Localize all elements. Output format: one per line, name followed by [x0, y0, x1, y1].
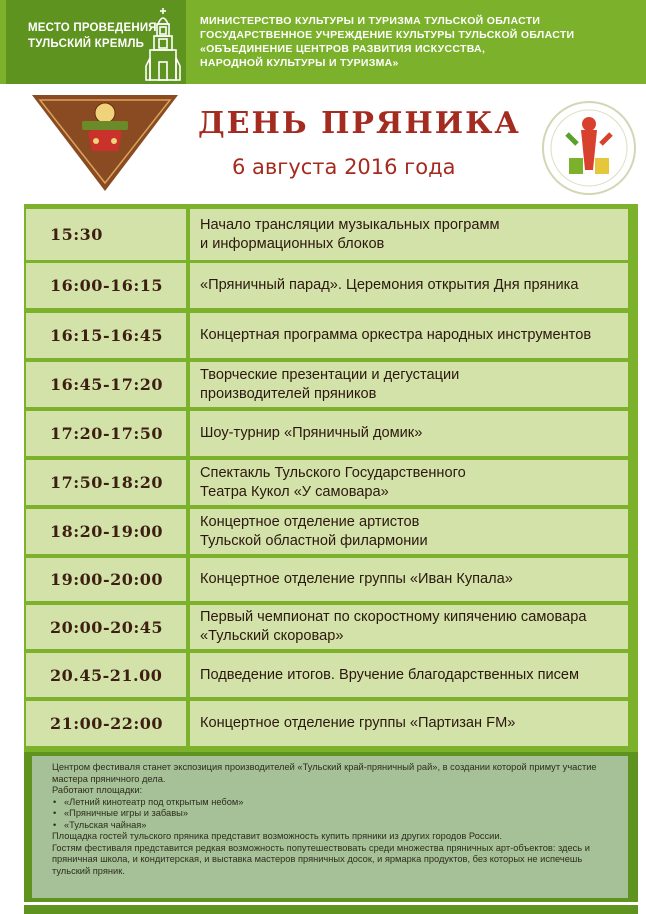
venue-line: ТУЛЬСКИЙ КРЕМЛЬ — [28, 38, 145, 50]
event-cell — [190, 460, 628, 505]
event-label: Концертное отделение артистов Тульской областной филармонии — [200, 513, 428, 549]
event-label: Творческие презентации и дегустации производителей пряников — [200, 366, 460, 402]
time-label: 20:00-20:45 — [50, 617, 164, 637]
info-paragraph: Центром фестиваля станет экспозиция производителей «Тульский край-пряничный рай», в создании которой примут участие мастера пряничного дела. — [52, 762, 597, 784]
event-label: Подведение итогов. Вручение благодарственных писем — [200, 666, 580, 683]
event-label: Концертное отделение группы «Партизан FM» — [200, 715, 516, 731]
schedule-row — [26, 653, 628, 697]
org-line: МИНИСТЕРСТВО КУЛЬТУРЫ И ТУРИЗМА ТУЛЬСКОЙ ОБЛАСТИ — [200, 15, 541, 27]
time-label: 20.45-21.00 — [50, 665, 163, 685]
schedule-row — [26, 558, 628, 601]
event-cell — [190, 653, 628, 697]
event-cell — [190, 558, 628, 601]
event-label: Концертное отделение группы «Иван Купала» — [200, 571, 513, 587]
schedule-row — [26, 263, 628, 308]
kremlin-tower-icon — [138, 6, 188, 82]
event-cell — [190, 509, 628, 554]
event-cell — [190, 263, 628, 308]
footer-band — [24, 905, 638, 914]
info-paragraph: Площадка гостей тульского пряника представит возможность купить пряники из других городов России. — [52, 831, 503, 841]
time-cell — [26, 653, 186, 697]
event-cell — [190, 209, 628, 260]
time-label: 17:50-18:20 — [50, 473, 164, 492]
event-cell — [190, 411, 628, 456]
org-line: «ОБЪЕДИНЕНИЕ ЦЕНТРОВ РАЗВИТИЯ ИСКУССТВА, — [200, 43, 486, 55]
time-label: 16:15-16:45 — [50, 326, 164, 345]
page-title: ДЕНЬ ПРЯНИКА — [198, 106, 521, 141]
event-label: Шоу-турнир «Пряничный домик» — [200, 425, 423, 441]
time-label: 15:30 — [50, 225, 103, 244]
tula-region-logo — [541, 100, 637, 196]
time-cell — [26, 558, 186, 601]
time-label: 16:00-16:15 — [50, 276, 164, 295]
time-label: 18:20-19:00 — [50, 522, 164, 541]
event-cell — [190, 313, 628, 358]
venue-block — [6, 0, 186, 84]
info-bullet: • «Летний кинотеатр под открытым небом» — [52, 797, 612, 809]
schedule-row — [26, 701, 628, 746]
schedule-row — [26, 411, 628, 456]
schedule-row — [26, 209, 628, 260]
time-cell — [26, 701, 186, 746]
event-label: Первый чемпионат по скоростному кипячению самовара «Тульский скоровар» — [200, 609, 587, 644]
schedule-row — [26, 460, 628, 505]
event-label: Начало трансляции музыкальных программ и информационных блоков — [200, 216, 500, 252]
event-label: Спектакль Тульского Государственного Театра Кукол «У самовара» — [200, 464, 466, 500]
time-cell — [26, 313, 186, 358]
event-label: Концертная программа оркестра народных инструментов — [200, 327, 592, 343]
info-bullet: • «Тульская чайная» — [52, 820, 612, 832]
time-cell — [26, 460, 186, 505]
event-cell — [190, 362, 628, 407]
organizer-text — [200, 14, 574, 70]
time-cell — [26, 509, 186, 554]
event-label: «Пряничный парад». Церемония открытия Дня пряника — [200, 277, 579, 293]
schedule-row — [26, 605, 628, 649]
event-cell — [190, 605, 628, 649]
info-paragraph: Гостям фестиваля представится редкая возможность попутешествовать среди множества пряничных арт-объектов: здесь и пряничная школа, и кондитерская, и выставка мастеров пряничных досок, и ярмарка продуктов, без которых не испечешь тульский пряник. — [52, 842, 590, 876]
schedule-row — [26, 509, 628, 554]
time-label: 16:45-17:20 — [50, 375, 164, 394]
info-paragraph: Работают площадки: — [52, 785, 143, 795]
gingerbread-logo — [30, 93, 180, 193]
info-bullet: • «Пряничные игры и забавы» — [52, 808, 612, 820]
time-label: 21:00-22:00 — [50, 714, 164, 733]
org-line: НАРОДНОЙ КУЛЬТУРЫ И ТУРИЗМА» — [200, 57, 399, 69]
event-cell — [190, 701, 628, 746]
org-line: ГОСУДАРСТВЕННОЕ УЧРЕЖДЕНИЕ КУЛЬТУРЫ ТУЛЬСКОЙ ОБЛАСТИ — [200, 29, 575, 41]
schedule-row — [26, 362, 628, 407]
time-cell — [26, 411, 186, 456]
info-block — [32, 756, 628, 898]
time-cell — [26, 209, 186, 260]
time-label: 17:20-17:50 — [50, 424, 164, 443]
time-cell — [26, 362, 186, 407]
time-cell — [26, 605, 186, 649]
time-label: 19:00-20:00 — [50, 570, 164, 589]
time-cell — [26, 263, 186, 308]
venue-line: МЕСТО ПРОВЕДЕНИЯ — [28, 22, 157, 34]
schedule-row — [26, 313, 628, 358]
event-date: 6 августа 2016 года — [232, 155, 456, 179]
info-text — [52, 762, 612, 877]
